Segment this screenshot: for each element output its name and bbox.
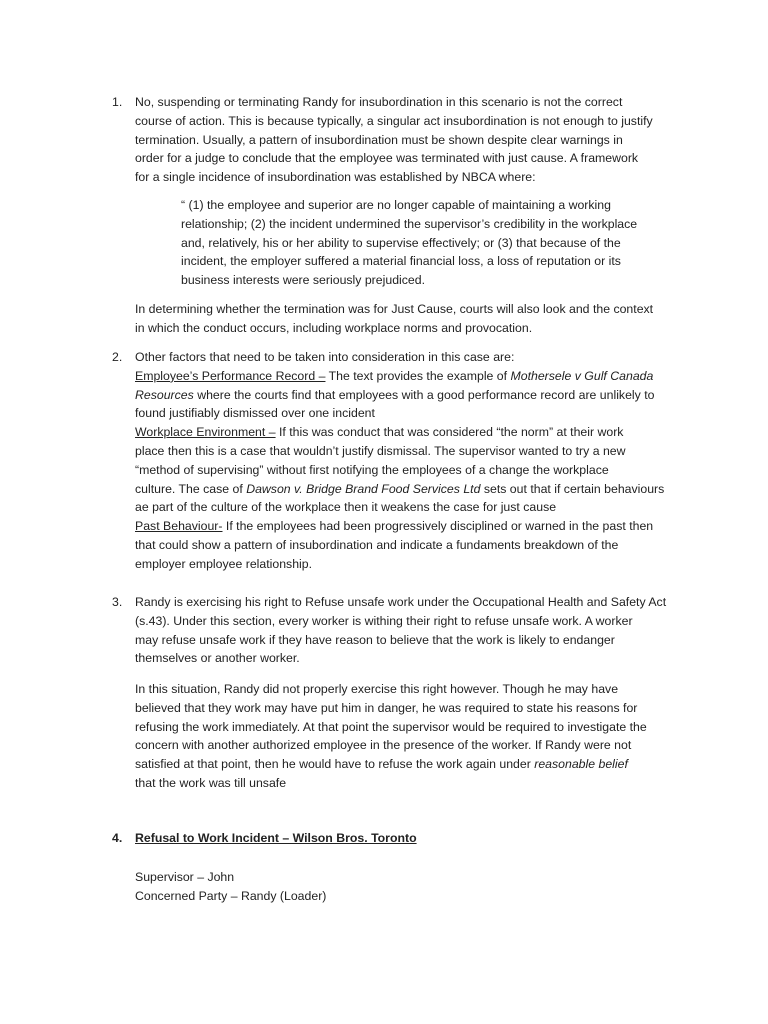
- quote-line: business interests were seriously prejudiced.: [181, 273, 426, 288]
- text-line: [135, 386, 692, 405]
- text-run: If this was conduct that was considered “the norm” at their work: [275, 425, 624, 440]
- factor-workplace-environment: [135, 423, 692, 442]
- text-run: satisfied at that point, then he would have to refuse the work again under: [135, 757, 535, 772]
- item-4-heading: [135, 829, 692, 848]
- factor-past-behaviour: [135, 517, 692, 536]
- item-number: 3.: [112, 595, 123, 609]
- case-name: Resources: [135, 387, 194, 402]
- text-line: “method of supervising” without first notifying the employees of a change the workplace: [135, 462, 609, 477]
- text-line: No, suspending or terminating Randy for insubordination in this scenario is not the correct: [135, 95, 623, 109]
- text-line: course of action. This is because typically, a singular act insubordination is not enough to justify: [135, 113, 653, 128]
- text-line: In determining whether the termination was for Just Cause, courts will also look and the context: [135, 302, 654, 316]
- section-heading: Refusal to Work Incident – Wilson Bros. Toronto: [135, 831, 417, 845]
- text-line: themselves or another worker.: [135, 651, 300, 666]
- quote-line: “ (1) the employee and superior are no longer capable of maintaining a working: [181, 198, 611, 212]
- text-line: found justifiably dismissed over one incident: [135, 406, 375, 421]
- factor-heading: Employee’s Performance Record –: [135, 368, 326, 383]
- text-line: employer employee relationship.: [135, 556, 313, 571]
- text-line: in which the conduct occurs, including workplace norms and provocation.: [135, 320, 533, 335]
- text-line: In this situation, Randy did not properly exercise this right however. Though he may have: [135, 682, 619, 696]
- text-line: that could show a pattern of insubordination and indicate a fundaments breakdown of the: [135, 537, 619, 552]
- just-cause-paragraph: [135, 300, 695, 338]
- text-line: (s.43). Under this section, every worker is withing their right to refuse unsafe work. A worker: [135, 613, 633, 628]
- text-line: concern with another authorized employee in the presence of the worker. If Randy were not: [135, 738, 632, 753]
- item-3-text: [135, 593, 692, 668]
- text-run: If the employees had been progressively disciplined or warned in the past then: [222, 519, 654, 534]
- text-line: Randy is exercising his right to Refuse unsafe work under the Occupational Health and Safety Act: [135, 595, 667, 609]
- item-2-text: [135, 348, 692, 574]
- text-line: may refuse unsafe work if they have reason to believe that the work is likely to endanger: [135, 632, 615, 647]
- text-line: ae part of the culture of the workplace then it weakens the case for just cause: [135, 500, 557, 515]
- text-line: order for a judge to conclude that the employee was terminated with just cause. A framework: [135, 151, 639, 166]
- text-line: refusing the work immediately. At that point the supervisor would be required to investigate the: [135, 719, 647, 734]
- text-line: for a single incidence of insubordination was established by NBCA where:: [135, 170, 536, 185]
- text-run: where the courts find that employees with a good performance record are unlikely to: [193, 387, 655, 402]
- quote-line: and, relatively, his or her ability to supervise effectively; or (3) that because of the: [181, 235, 621, 250]
- item-4-details: [135, 868, 692, 906]
- item-number: 2.: [112, 350, 123, 364]
- factor-performance-record: [135, 367, 692, 386]
- text-line: Other factors that need to be taken into consideration in this case are:: [135, 350, 515, 364]
- text-line: Supervisor – John: [135, 870, 235, 884]
- item-3-paragraph-2: [135, 680, 692, 793]
- factor-heading: Workplace Environment –: [135, 425, 276, 440]
- item-number: 4.: [112, 831, 123, 845]
- case-name: Mothersele v Gulf Canada: [510, 368, 654, 383]
- text-run: The text provides the example of: [325, 368, 511, 383]
- text-line: [135, 755, 692, 774]
- nbca-quote-block: [181, 196, 681, 290]
- text-run: sets out that if certain behaviours: [480, 481, 665, 496]
- item-number: 1.: [112, 95, 123, 109]
- case-name: Dawson v. Bridge Brand Food Services Ltd: [246, 481, 481, 496]
- text-line: believed that they work may have put him in danger, he was required to state his reasons for: [135, 700, 638, 715]
- text-run: culture. The case of: [135, 481, 247, 496]
- item-1-text: [135, 93, 692, 187]
- text-line: Concerned Party – Randy (Loader): [135, 888, 327, 903]
- text-line: that the work was till unsafe: [135, 775, 287, 790]
- text-line: [135, 480, 692, 499]
- factor-heading: Past Behaviour-: [135, 519, 223, 534]
- quote-line: incident, the employer suffered a material financial loss, a loss of reputation or its: [181, 254, 621, 269]
- emphasis: reasonable belief: [534, 757, 628, 772]
- quote-line: relationship; (2) the incident undermined the supervisor’s credibility in the workplace: [181, 216, 638, 231]
- text-line: termination. Usually, a pattern of insubordination must be shown despite clear warnings in: [135, 132, 623, 147]
- text-line: place then this is a case that wouldn’t justify dismissal. The supervisor wanted to try a new: [135, 443, 626, 458]
